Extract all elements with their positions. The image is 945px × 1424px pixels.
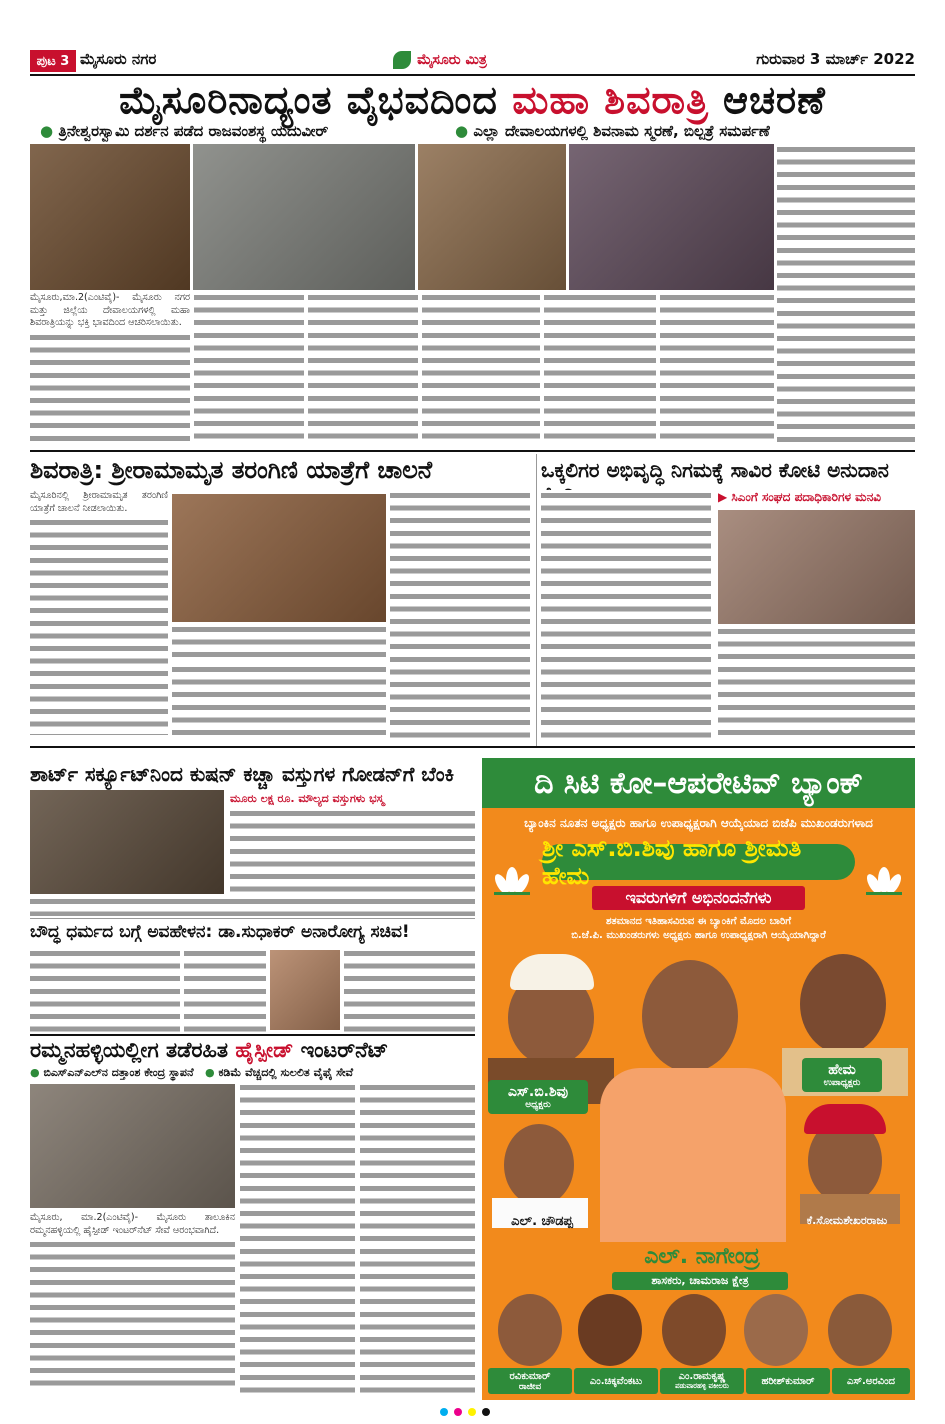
tag-bottom-1 [488,1368,572,1394]
portrait-bottom-2 [578,1294,642,1366]
photo-swami-abhisheka [418,144,566,290]
yellow-dot-icon [468,1408,476,1416]
president-name: ಎಸ್.ಬಿ.ಶಿವು [507,1084,569,1100]
tag-president [488,1080,588,1114]
section-name: ಮೈಸೂರು ನಗರ [80,50,157,68]
cmyk-registration-marks [440,1408,490,1416]
portrait-vice-president [800,954,886,1054]
lead-divider [30,450,915,452]
portrait-chowdappa [504,1124,574,1206]
lead-column-2 [194,292,304,446]
bullet-icon: ● [40,122,54,140]
vice-president-role: ಉಪಾಧ್ಯಕ್ಷರು [823,1078,861,1088]
story3-column-2 [718,664,915,742]
story2-column-2 [172,664,386,742]
issue-date: ಗುರುವಾರ 3 ಮಾರ್ಚ್ 2022 [756,50,915,68]
lead-column-right [777,144,915,446]
ad-title: ದಿ ಸಿಟಿ ಕೋ–ಆಪರೇಟಿವ್ ಬ್ಯಾಂಕ್ [482,758,915,808]
story3-kicker-text: ಸಿಎಂಗೆ ಸಂಘದ ಪದಾಧಿಕಾರಿಗಳ ಮನವಿ [731,490,882,504]
paper-logo [350,48,530,72]
lead-column-4 [422,292,540,446]
mla-role: ಶಾಸಕರು, ಚಾಮರಾಜ ಕ್ಷೇತ್ರ [612,1272,788,1290]
portrait-bottom-3 [662,1294,726,1366]
lead-column-6 [660,292,774,446]
lead-subhead-left-text: ತ್ರಿನೇಶ್ವರಸ್ವಾಮಿ ದರ್ಶನ ಪಡೆದ ರಾಜವಂಶಸ್ಥ ಯದುವೀರ್ [58,122,329,140]
lead-column-5 [544,292,656,446]
magenta-dot-icon [454,1408,462,1416]
story6-headline [30,1038,475,1063]
bottom-2-name: ಎಂ.ಚಿಕ್ಕವೆಂಕಟು [589,1375,643,1387]
bullet-icon: ● [30,1066,40,1079]
bullet-icon: ● [455,122,469,140]
bottom-4-name: ಹರೀಶ್‌ಕುಮಾರ್ [761,1375,815,1387]
lead-subhead-right-text: ಎಲ್ಲಾ ದೇವಾಲಯಗಳಲ್ಲಿ ಶಿವನಾಮ ಸ್ಮರಣೆ, ಬಿಲ್ಪತ್ರೆ ಸಮರ್ಪಣೆ [473,122,770,140]
cyan-dot-icon [440,1408,448,1416]
president-role: ಅಧ್ಯಕ್ಷರು [525,1100,551,1110]
lead-subhead-right [455,122,915,140]
turban-icon [804,1104,886,1134]
lead-column-1-body [30,332,190,442]
story3-photo-caption [718,626,915,662]
photo-yatra-launch [172,494,386,622]
story3-column-1 [541,490,711,742]
story2-headline: ಶಿವರಾತ್ರಿ: ಶ್ರೀರಾಮಾಮೃತ ತರಂಗಿಣಿ ಯಾತ್ರೆಗೆ ಚಾಲನೆ [30,456,433,484]
lead-dateline: ಮೈಸೂರು,ಮಾ.2(ಎಂಟಿವೈ)- ಮೈಸೂರು ನಗರ ಮತ್ತು ಜಿಲ್ಲೆಯ ದೇವಾಲಯಗಳಲ್ಲಿ ಮಹಾ ಶಿವರಾತ್ರಿಯನ್ನು ಭಕ್ತಿ ಭಾವದಿಂದ ಆಚರಿಸಲಾಯಿತು. [30,292,190,329]
ad-greeting: ಇವರುಗಳಿಗೆ ಅಭಿನಂದನೆಗಳು [592,886,805,910]
lead-headline [30,78,915,123]
story4-body [230,808,475,892]
photo-memorandum-submission [718,510,915,624]
story4-headline: ಶಾರ್ಟ್ ಸರ್ಕ್ಯೂಟ್‌ನಿಂದ ಕುಷನ್ ಕಚ್ಚಾ ವಸ್ತುಗಳ ಗೋಡನ್‌ಗೆ ಬೆಂಕಿ [30,762,454,786]
mla-name: ಎಲ್. ನಾಗೇಂದ್ರ [644,1244,760,1269]
story2-column-1-body [30,517,168,735]
portrait-mla-body [600,1068,786,1242]
bottom-1-role: ರಾಜೀವ [518,1381,542,1392]
story6-dateline: ಮೈಸೂರು, ಮಾ.2(ಎಂಟಿವೈ)- ಮೈಸೂರು ತಾಲೂಕಿನ ರಮ್ಮನಹಳ್ಳಿಯಲ್ಲಿ ಹೈಸ್ಪೀಡ್ ಇಂಟರ್‌ನೆಟ್ ಸೇವೆ ಆರಂಭವಾಗಿದೆ. [30,1212,235,1236]
story6-headline-part-b: ಹೈಸ್ಪೀಡ್ [235,1038,294,1062]
leaf-icon [393,51,411,69]
paper-name: ಮೈಸೂರು ಮಿತ್ರ [417,52,487,68]
story3-headline: ಒಕ್ಕಲಿಗರ ಅಭಿವೃದ್ಧಿ ನಿಗಮಕ್ಕೆ ಸಾವಿರ ಕೋಟಿ ಅನುದಾನ [541,458,889,482]
triangle-icon: ▶ [718,490,728,504]
portrait-mla [642,960,738,1072]
tag-vice-president [802,1058,882,1092]
ad-honoree-names: ಶ್ರೀ ಎಸ್.ಬಿ.ಶಿವು ಹಾಗೂ ಶ್ರೀಮತಿ ಹೇಮ [542,844,855,880]
story6-column-2 [240,1082,355,1400]
tag-bottom-2 [574,1368,658,1394]
story5-column-3 [344,948,475,1032]
story5-column-2 [184,948,266,1032]
story2-column-3 [390,490,530,742]
portrait-bottom-4 [744,1294,808,1366]
tag-bottom-3 [660,1368,744,1394]
story4-kicker: ಮೂರು ಲಕ್ಷ ರೂ. ಮೌಲ್ಯದ ವಸ್ತುಗಳು ಭಸ್ಮ [230,792,384,805]
story2-column-1 [30,490,168,742]
bank-advertisement [482,758,915,1400]
page-number-badge: ಪುಟ 3 [30,50,76,72]
story-divider [30,1034,475,1036]
photo-data-center-inauguration [30,1084,235,1208]
photo-godown-fire [30,790,224,894]
vice-president-name: ಹೇಮ [828,1062,856,1078]
story6-subhead-left: ಬಿಎಸ್‌ಎನ್‌ಎಲ್‌ನ ದತ್ತಾಂಶ ಕೇಂದ್ರ ಸ್ಥಾಪನೆ [43,1066,194,1079]
story5-headline: ಬೌದ್ಧ ಧರ್ಮದ ಬಗ್ಗೆ ಅವಹೇಳನ: ಡಾ.ಸುಧಾಕರ್ ಅನಾರೋಗ್ಯ ಸಚಿವ! [30,922,410,942]
photo-minister-portrait [270,950,340,1030]
section-divider [30,746,915,748]
bottom-3-role: ಪಡುವಾರಹಳ್ಳಿ ವಕೀಲರು [675,1382,729,1390]
story6-headline-part-a: ರಮ್ಮನಹಳ್ಳಿಯಲ್ಲೀಗ ತಡೆರಹಿತ [30,1038,229,1062]
turban-icon [510,954,594,990]
photo-yaduveer-temple-visit [193,144,415,290]
story4-photo-caption [30,896,475,916]
portrait-bottom-1 [498,1294,562,1366]
story6-subhead-right: ಕಡಿಮೆ ವೆಚ್ಚದಲ್ಲಿ ಸುಲಲಿತ ವೈಫೈ ಸೇವೆ [218,1066,354,1079]
tag-bottom-4 [746,1368,830,1394]
tag-bottom-5 [832,1368,910,1394]
bottom-1-name: ರವಿಕುಮಾರ್ [509,1370,551,1382]
story2-dateline: ಮೈಸೂರಿನಲ್ಲಿ ಶ್ರೀರಾಮಾಮೃತ ತರಂಗಿಣಿ ಯಾತ್ರೆಗೆ ಚಾಲನೆ ನೀಡಲಾಯಿತು. [30,490,168,514]
chowdappa-name: ಎಲ್. ಚೌಡಪ್ಪ [511,1214,573,1229]
story6-subheads [30,1066,475,1080]
lead-subhead-left [40,122,460,140]
story6-column-3 [360,1082,475,1400]
bottom-3-name: ಎಂ.ರಾಮಕೃಷ್ಣ [678,1371,726,1382]
portrait-bottom-5 [828,1294,892,1366]
story6-column-1 [30,1212,235,1400]
column-divider [536,454,537,746]
lotus-icon [490,866,534,896]
lead-headline-part-a: ಮೈಸೂರಿನಾದ್ಯಂತ ವೈಭವದಿಂದ [119,78,498,122]
ad-note-1: ಶತಮಾನದ ಇತಿಹಾಸವಿರುವ ಈ ಬ್ಯಾಂಕಿಗೆ ಮೊದಲ ಬಾರಿಗೆ [605,916,792,927]
lead-column-3 [308,292,418,446]
photo-shivalinga-decoration [569,144,774,290]
story6-headline-part-c: ಇಂಟರ್‌ನೆಟ್ [300,1038,389,1062]
lotus-icon [862,866,906,896]
story3-kicker [718,490,918,508]
bullet-icon: ● [205,1066,215,1079]
bottom-5-name: ಎಸ್.ಅರವಿಂದ [847,1375,895,1387]
ad-note-2: ಬಿ.ಜೆ.ಪಿ. ಮುಖಂಡರುಗಳು ಅಧ್ಯಕ್ಷರು ಹಾಗೂ ಉಪಾಧ್ಯಕ್ಷರಾಗಿ ಆಯ್ಕೆಯಾಗಿದ್ದಾರೆ [571,930,826,941]
somashekararaju-name: ಕೆ.ಸೋಮಶೇಖರರಾಜು [806,1214,888,1227]
masthead-divider [30,74,915,76]
story5-column-1 [30,948,180,1032]
lead-column-1 [30,292,190,446]
story6-column-1-body [30,1239,235,1389]
lead-headline-part-c: ಆಚರಣೆ [723,78,826,122]
story-divider [30,918,475,919]
black-dot-icon [482,1408,490,1416]
ad-intro-line: ಬ್ಯಾಂಕಿನ ನೂತನ ಅಧ್ಯಕ್ಷರು ಹಾಗೂ ಉಪಾಧ್ಯಕ್ಷರಾಗಿ ಆಯ್ಕೆಯಾದ ಬಿಜೆಪಿ ಮುಖಂಡರುಗಳಾದ [524,816,873,830]
lead-headline-part-b: ಮಹಾ ಶಿವರಾತ್ರಿ [512,78,709,122]
photo-temple-idol [30,144,190,290]
story2-photo-caption [172,624,386,660]
